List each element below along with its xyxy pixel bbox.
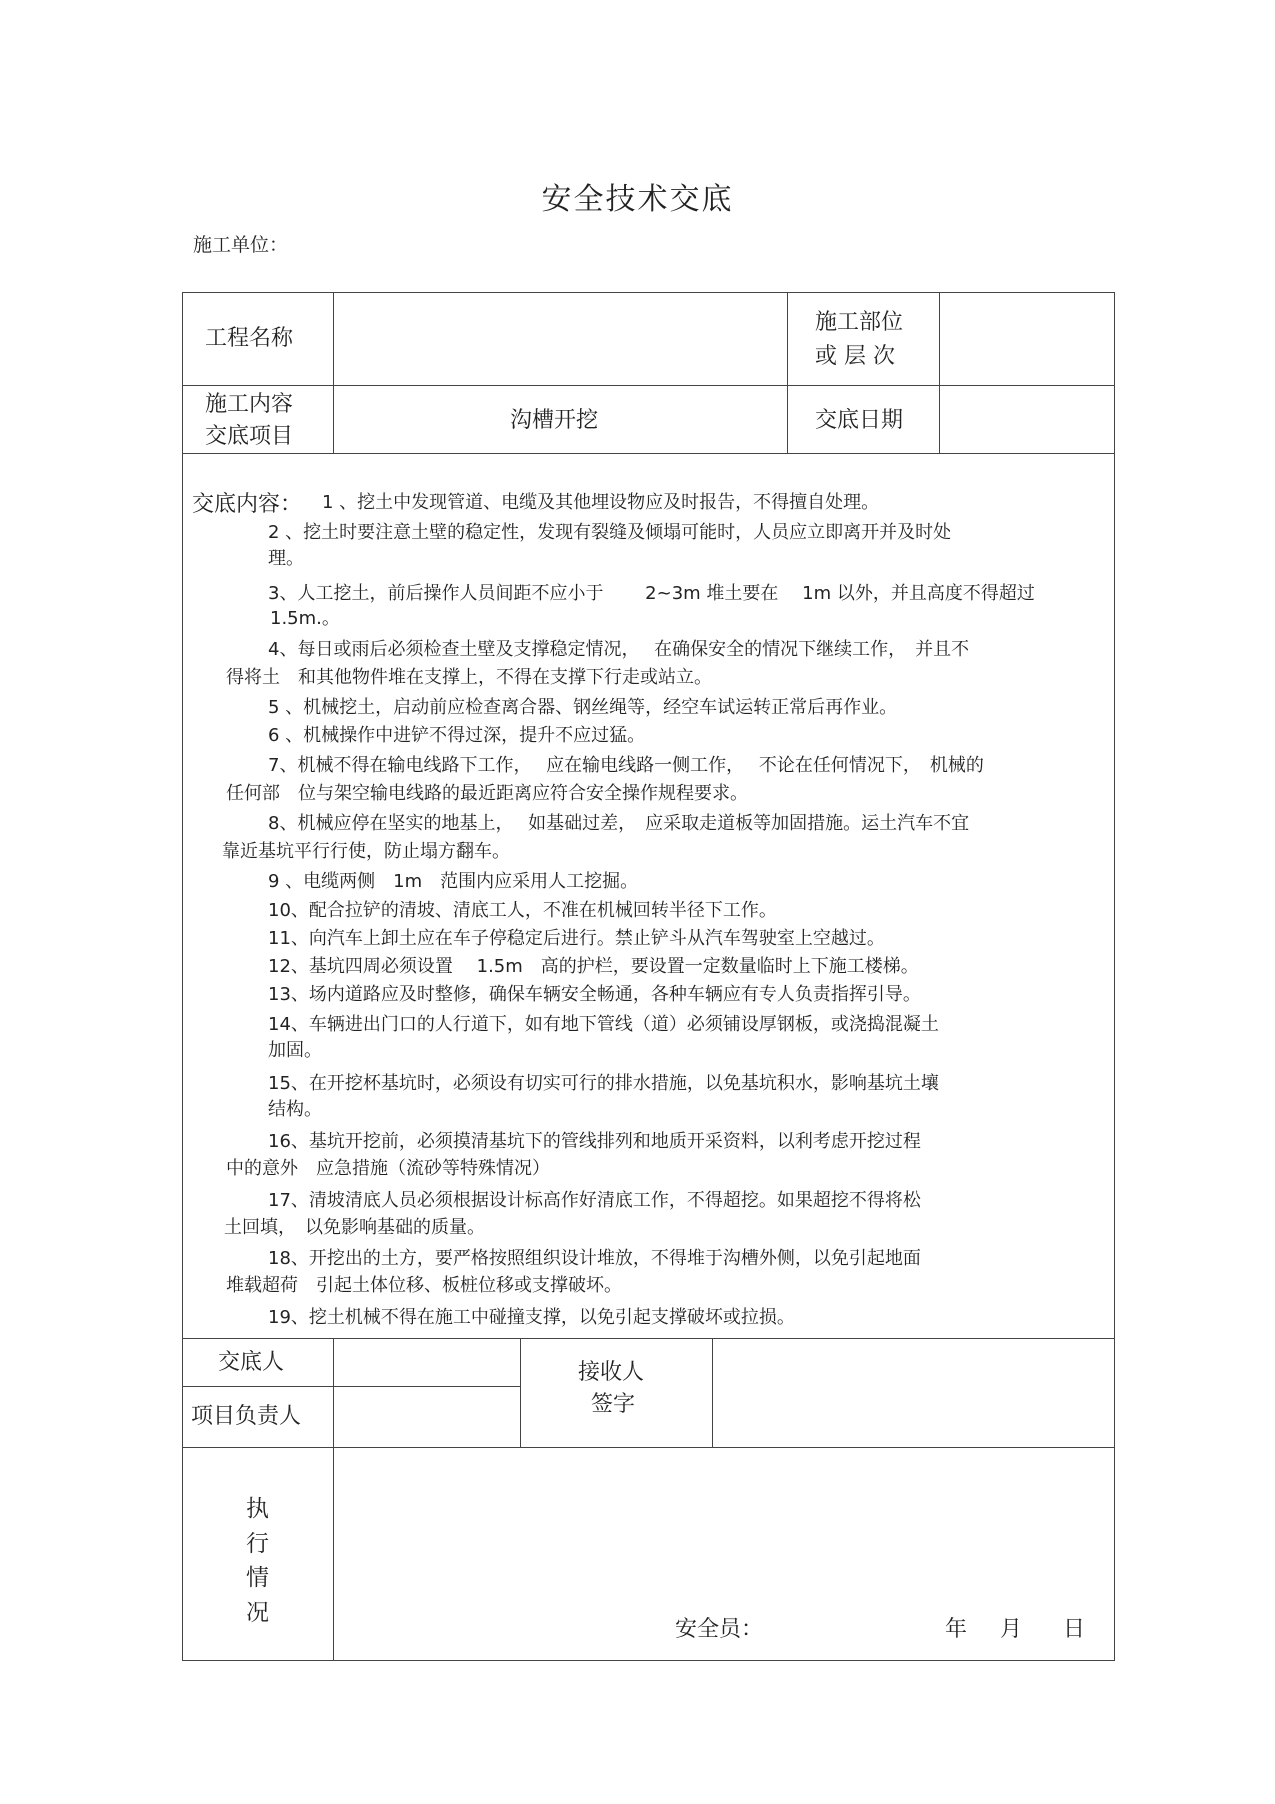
content-label-line2: 交底项目: [205, 424, 294, 449]
briefing-item-line: 6 、机械操作中进铲不得过深，提升不应过猛。: [268, 725, 646, 746]
briefing-item-line: 1 、挖土中发现管道、电缆及其他埋设物应及时报告，不得擅自处理。: [322, 492, 880, 513]
briefer-label: 交底人: [218, 1350, 285, 1375]
briefing-item-line: 16、基坑开挖前，必须摸清基坑下的管线排列和地质开采资料，以利考虑开挖过程: [268, 1131, 921, 1152]
date-year-label: 年: [945, 1617, 968, 1642]
row-divider: [182, 1338, 1115, 1339]
date-month-label: 月: [1000, 1617, 1023, 1642]
briefing-content-label: 交底内容：: [192, 492, 303, 517]
execution-label-char: 情: [246, 1565, 269, 1591]
column-divider: [333, 1447, 334, 1660]
briefing-item-line: 10、配合拉铲的清坡、清底工人，不准在机械回转半径下工作。: [268, 900, 777, 921]
briefing-item-line: 13、场内道路应及时整修，确保车辆安全畅通，各种车辆应有专人负责指挥引导。: [268, 984, 921, 1005]
briefing-item-line: 得将土 和其他物件堆在支撑上，不得在支撑下行走或站立。: [226, 667, 712, 688]
briefing-date-label: 交底日期: [815, 408, 904, 433]
briefing-item-line: 2 、挖土时要注意土壁的稳定性，发现有裂缝及倾塌可能时，人员应立即离开并及时处: [268, 522, 952, 543]
briefing-item-line: 11、向汽车上卸土应在车子停稳定后进行。禁止铲斗从汽车驾驶室上空越过。: [268, 928, 885, 949]
execution-label-char: 况: [246, 1600, 269, 1626]
location-label-line2: 或 层 次: [815, 344, 895, 369]
briefing-item-line: 7、机械不得在输电线路下工作， 应在输电线路一侧工作， 不论在任何情况下， 机械的: [268, 755, 984, 776]
briefing-item-line: 5 、机械挖土，启动前应检查离合器、钢丝绳等，经空车试运转正常后再作业。: [268, 697, 898, 718]
briefing-item-line: 加固。: [268, 1040, 322, 1061]
briefing-item-line: 8、机械应停在坚实的地基上， 如基础过差， 应采取走道板等加固措施。运土汽车不宜: [268, 813, 970, 834]
content-value: 沟槽开挖: [510, 408, 599, 433]
briefing-item-line: 19、挖土机械不得在施工中碰撞支撑，以免引起支撑破坏或拉损。: [268, 1307, 795, 1328]
execution-label-char: 执: [246, 1496, 269, 1522]
briefing-item-line: 4、每日或雨后必须检查土壁及支撑稳定情况， 在确保安全的情况下继续工作， 并且不: [268, 639, 970, 660]
row-divider: [182, 453, 1115, 454]
table-border-bottom: [182, 1660, 1115, 1661]
briefing-item-line: 任何部 位与架空输电线路的最近距离应符合安全操作规程要求。: [226, 783, 748, 804]
table-border-left: [182, 292, 183, 1660]
row-divider: [182, 1447, 1115, 1448]
column-divider: [787, 292, 788, 453]
briefing-item-line: 17、清坡清底人员必须根据设计标高作好清底工作，不得超挖。如果超挖不得将松: [268, 1190, 921, 1211]
briefing-item-line: 堆载超荷 引起土体位移、板桩位移或支撑破坏。: [226, 1275, 622, 1296]
briefing-item-line: 1.5m.。: [270, 608, 340, 629]
column-divider: [520, 1338, 521, 1447]
column-divider: [333, 1338, 334, 1447]
briefing-item-line: 15、在开挖杯基坑时，必须设有切实可行的排水措施，以免基坑积水，影响基坑土壤: [268, 1073, 939, 1094]
row-divider: [182, 385, 1115, 386]
column-divider: [939, 292, 940, 453]
table-border-right: [1114, 292, 1115, 1660]
column-divider: [712, 1338, 713, 1447]
receiver-label-line2: 签字: [591, 1392, 636, 1417]
briefing-item-line: 3、人工挖土，前后操作人员间距不应小于 2~3m 堆土要在 1m 以外，并且高度不得超过: [268, 583, 1035, 604]
briefing-item-line: 土回填， 以免影响基础的质量。: [224, 1217, 485, 1238]
briefing-item-line: 结构。: [268, 1099, 322, 1120]
briefing-item-line: 中的意外 应急措施（流砂等特殊情况）: [226, 1158, 550, 1179]
table-border-top: [182, 292, 1115, 293]
column-divider: [333, 292, 334, 453]
briefing-item-line: 理。: [268, 548, 304, 569]
location-label-line1: 施工部位: [815, 310, 904, 335]
construction-unit-label: 施工单位：: [193, 234, 289, 256]
briefing-item-line: 12、基坑四周必须设置 1.5m 高的护栏，要设置一定数量临时上下施工楼梯。: [268, 956, 919, 977]
date-day-label: 日: [1063, 1617, 1086, 1642]
project-manager-label: 项目负责人: [191, 1404, 302, 1429]
safety-officer-label: 安全员：: [675, 1617, 764, 1642]
execution-label-char: 行: [246, 1531, 269, 1557]
receiver-label-line1: 接收人: [578, 1360, 645, 1385]
briefing-item-line: 14、车辆进出门口的人行道下，如有地下管线（道）必须铺设厚钢板，或浇捣混凝土: [268, 1014, 939, 1035]
briefing-item-line: 9 、电缆两侧 1m 范围内应采用人工挖掘。: [268, 871, 639, 892]
page-title: 安全技术交底: [541, 182, 734, 217]
briefing-item-line: 18、开挖出的土方，要严格按照组织设计堆放，不得堆于沟槽外侧，以免引起地面: [268, 1248, 921, 1269]
briefing-item-line: 靠近基坑平行行使，防止塌方翻车。: [222, 841, 510, 862]
content-label-line1: 施工内容: [205, 392, 294, 417]
project-name-label: 工程名称: [205, 326, 294, 351]
row-divider: [182, 1386, 520, 1387]
